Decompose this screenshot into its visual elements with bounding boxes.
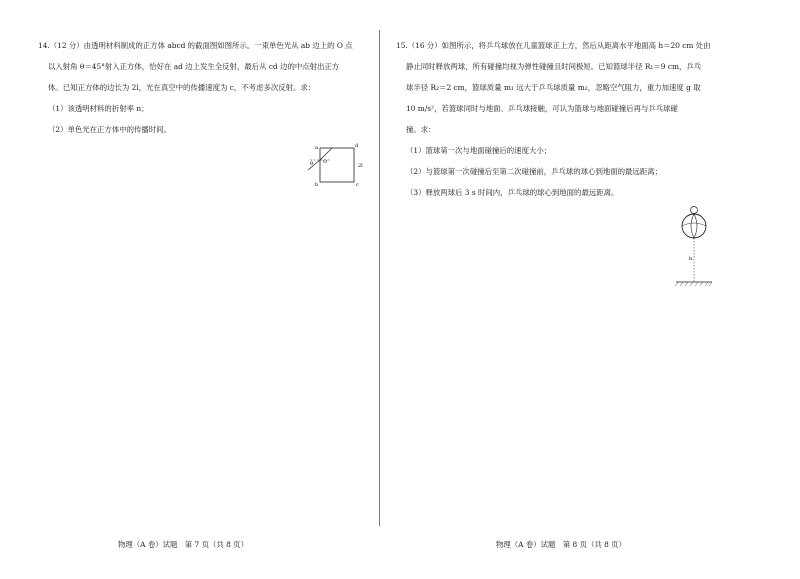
left-page	[0, 0, 398, 579]
label-a: a	[315, 145, 318, 151]
cube-cross-section-figure	[302, 140, 374, 190]
q14-sub-1: （1）该透明材料的折射率 n；	[48, 104, 149, 113]
q14-line-1: 14.（12 分）由透明材料制成的正方体 abcd 的截面图如图所示。一束单色光从 ab 边上的 O 点	[38, 41, 353, 50]
left-footer: 物理（A 卷）试题 第 7 页（共 8 页）	[118, 540, 248, 549]
q14-line-2: 以入射角 θ＝45°射入正方体，恰好在 ad 边上发生全反射，最后从 cd 边的中点射出正方	[48, 62, 340, 71]
q15-line-3: 球半径 R₂＝2 cm，篮球质量 m₁ 远大于乒乓球质量 m₂，忽略空气阻力，重力加速度 g 取	[406, 83, 701, 92]
right-footer: 物理（A 卷）试题 第 8 页（共 8 页）	[496, 540, 626, 549]
label-o: O	[323, 159, 328, 165]
question-15	[396, 35, 766, 203]
right-page	[396, 0, 800, 579]
label-d: d	[355, 143, 359, 149]
q14-line-3: 体。已知正方体的边长为 2l，光在真空中的传播速度为 c，不考虑多次反射。求：	[48, 83, 316, 92]
q15-line-1: 15.（16 分）如图所示，将乒乓球放在儿童篮球正上方，然后从距离水平地面高 h＝20 cm 处由	[396, 41, 711, 50]
q15-line-2: 静止同时释放两球，所有碰撞均视为弹性碰撞且时间极短。已知篮球半径 R₁＝9 cm，乒乓	[406, 62, 702, 71]
q15-sub-3: （3）释放两球后 3 s 时间内，乒乓球的球心到地面的最远距离。	[406, 188, 619, 197]
q15-sub-2: （2）与篮球第一次碰撞后至第二次碰撞前，乒乓球的球心到地面的最远距离；	[406, 167, 662, 176]
q15-sub-1: （1）篮球第一次与地面碰撞后的速度大小；	[406, 146, 552, 155]
label-h: h	[689, 256, 693, 262]
label-b: b	[315, 182, 319, 188]
page-divider	[379, 30, 380, 526]
basketball	[682, 214, 706, 238]
ping-pong-ball	[691, 207, 698, 214]
ground-hatching	[675, 282, 712, 286]
q14-sub-2: （2）单色光在正方体中的传播时间。	[48, 125, 171, 134]
square-abcd	[320, 148, 354, 182]
label-theta: θ	[310, 161, 314, 167]
q15-line-5: 撞。求：	[406, 125, 436, 134]
question-14	[38, 35, 378, 140]
label-side-length: 2l	[358, 163, 363, 169]
q15-line-4: 10 m/s²，若篮球同时与地面、乒乓球接触，可认为篮球与地面碰撞后再与乒乓球碰	[406, 104, 678, 113]
label-c: c	[356, 182, 359, 188]
balls-figure	[674, 200, 714, 292]
